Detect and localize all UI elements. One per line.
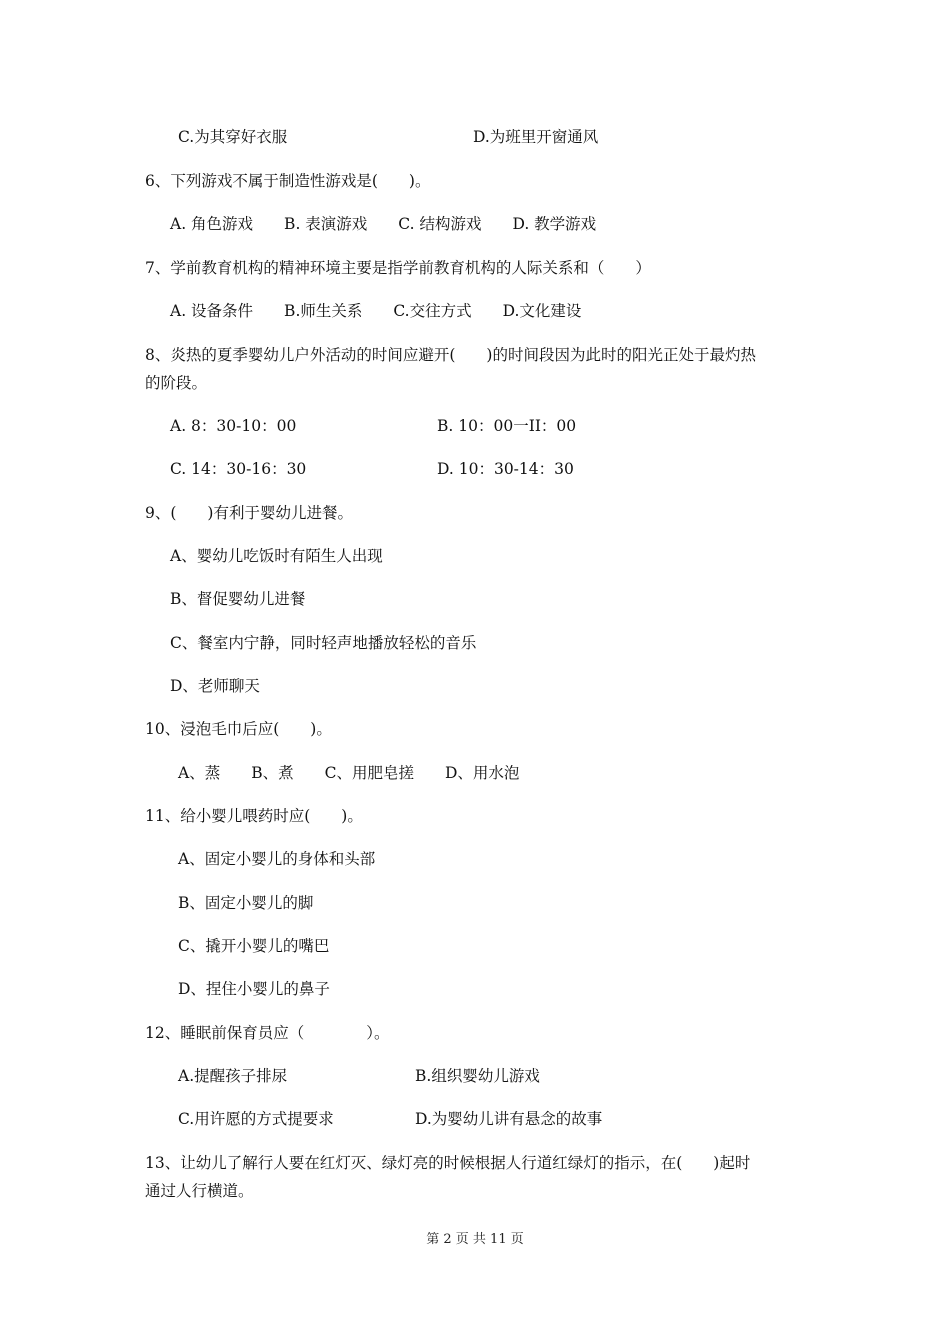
option-11a: A、固定小婴儿的身体和头部 [178,850,376,868]
option-11c: C、撬开小婴儿的嘴巴 [178,937,330,955]
page-footer: 第 2 页 共 11 页 [426,1232,524,1247]
option-12a: A.提醒孩子排尿 [178,1067,288,1085]
question-6-options: A. 角色游戏 B. 表演游戏 C. 结构游戏 D. 教学游戏 [170,215,597,233]
question-7-stem: 7、学前教育机构的精神环境主要是指学前教育机构的人际关系和（ ） [145,259,651,277]
option-11b: B、固定小婴儿的脚 [178,894,314,912]
option-12c: C.用许愿的方式提要求 [178,1110,334,1128]
option-12d: D.为婴幼儿讲有悬念的故事 [415,1110,603,1128]
option-5c: C.为其穿好衣服 [178,128,288,146]
option-8d: D. 10：30-14：30 [437,460,574,478]
question-10-stem: 10、浸泡毛巾后应( )。 [145,720,332,738]
question-12-stem: 12、睡眠前保育员应（ ）。 [145,1024,390,1042]
option-12b: B.组织婴幼儿游戏 [415,1067,540,1085]
question-8-stem-line1: 8、炎热的夏季婴幼儿户外活动的时间应避开( )的时间段因为此时的阳光正处于最灼热 [145,346,756,364]
option-9b: B、督促婴幼儿进餐 [170,590,306,608]
question-9-stem: 9、( )有利于婴幼儿进餐。 [145,504,353,522]
question-8-stem-line2: 的阶段。 [145,374,208,392]
option-8a: A. 8：30-10：00 [170,417,297,435]
question-10-options: A、蒸 B、煮 C、用肥皂搓 D、用水泡 [178,764,520,782]
question-11-stem: 11、给小婴儿喂药时应( )。 [145,807,363,825]
question-13-stem-line1: 13、让幼儿了解行人要在红灯灭、绿灯亮的时候根据人行道红绿灯的指示，在( )起时 [145,1154,751,1172]
option-9d: D、老师聊天 [170,677,260,695]
option-9a: A、婴幼儿吃饭时有陌生人出现 [170,547,383,565]
option-8c: C. 14：30-16：30 [170,460,307,478]
option-11d: D、捏住小婴儿的鼻子 [178,980,330,998]
option-8b: B. 10：00一II：00 [437,417,577,435]
option-5d: D.为班里开窗通风 [473,128,599,146]
question-6-stem: 6、下列游戏不属于制造性游戏是( )。 [145,172,431,190]
option-9c: C、餐室内宁静，同时轻声地播放轻松的音乐 [170,634,477,652]
question-7-options: A. 设备条件 B.师生关系 C.交往方式 D.文化建设 [170,302,582,320]
question-13-stem-line2: 通过人行横道。 [145,1182,254,1200]
